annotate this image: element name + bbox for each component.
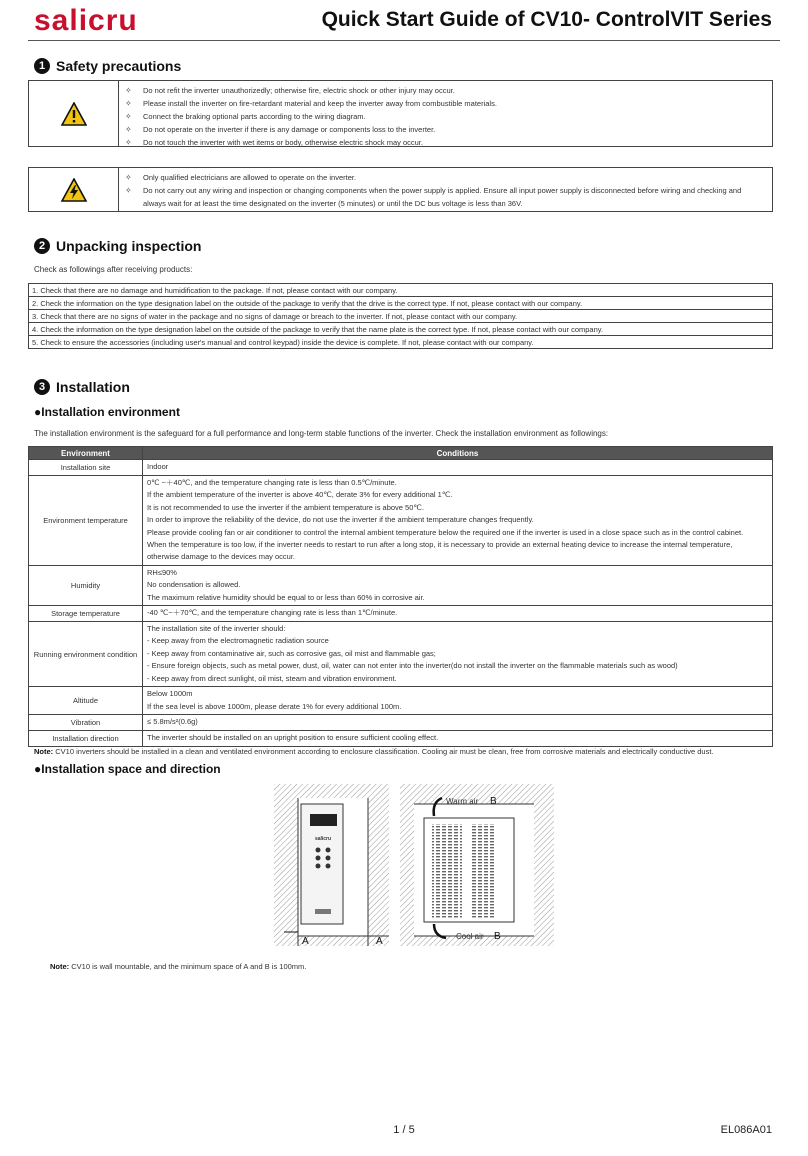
electric-list [119, 168, 772, 211]
table-row: Running environment condition The installation site of the inverter should: - Keep away from the electromagnetic radiation source - Keep away from contaminative air, such as corrosive gas, oil mist and flammable gas; - Ensure foreign objects, such as metal power, dust, oil, water can not enter into the inverter(do not install the inverter on the flammable materials such as wood) - Keep away from direct sunlight, oil mist, steam and vibration environment. [29, 622, 773, 687]
inverter-brand: salicru [314, 836, 332, 842]
table-row: Environment temperature 0℃ ~＋40℃, and the temperature changing rate is less than 0.5℃/minute. If the ambient temperature of the inverter is above 40℃, derate 3% for every additional 1℃. It is not recommended to use the inverter if the ambient temperature is above 50℃. In order to improve the reliability of the device, do not use the inverter if the ambient temperature changes frequently. Please provide cooling fan or air conditioner to control the internal ambient temperature below the required one if the inverter is used in a close space such as in the control cabinet. When the temperature is too low, if the inverter needs to restart to run after a long stop, it is necessary to provide an external heating device to increase the internal temperature, otherwise damage to the devices may occur. [29, 476, 773, 566]
list-item: ✧ Connect the braking optional parts according to the wiring diagram. [125, 112, 366, 121]
table-header-row [29, 447, 773, 460]
document-title: Quick Start Guide of CV10- ControlVIT Series [321, 8, 772, 31]
section-unpacking-title [34, 238, 201, 254]
table-row: Vibration ≤ 5.8m/s²(0.6g) [29, 714, 773, 730]
column-header: Conditions [143, 447, 773, 460]
section-number-badge: 2 [34, 238, 50, 254]
warm-air-label: Warm air [446, 797, 479, 806]
clearance-a-label: A [376, 936, 383, 946]
list-item: ✧ Only qualified electricians are allowed to operate on the inverter. [125, 173, 357, 182]
clearance-b-label: B [494, 931, 501, 942]
list-item: ✧ Do not touch the inverter with wet items or body, otherwise electric shock may occur. [125, 138, 423, 147]
table-row: 2. Check the information on the type designation label on the outside of the package to verify that the drive is the correct type. If not, please contact with our company. [29, 297, 773, 310]
diamond-bullet-icon: ✧ [125, 138, 132, 147]
installation-space-diagram [274, 784, 554, 946]
high-voltage-icon [61, 178, 87, 202]
diamond-bullet-icon: ✧ [125, 99, 132, 108]
table-row: Humidity RH≤90% No condensation is allowed. The maximum relative humidity should be equal to or less than 60% in corrosive air. [29, 565, 773, 605]
inverter-display [310, 814, 337, 826]
list-item: ✧ Do not refit the inverter unauthorizedly; otherwise fire, electric shock or other injury may occur. [125, 86, 455, 95]
section-installation-label: Installation [56, 379, 130, 395]
clearance-a-label: A [302, 936, 309, 946]
space-note: Note: CV10 is wall mountable, and the minimum space of A and B is 100mm. [50, 962, 307, 971]
safety-list [119, 81, 772, 146]
diamond-bullet-icon: ✧ [125, 112, 132, 121]
clearance-b-label: B [490, 796, 497, 807]
section-number-badge: 3 [34, 379, 50, 395]
list-item: ✧ Do not carry out any wiring and inspection or changing components when the power supply is applied. Ensure all input power supply is disconnected before wiring and checking and [125, 186, 742, 195]
environment-note: Note: CV10 inverters should be installed in a clean and ventilated environment according to enclosure classification. Cooling air must be clean, free from corrosive materials and electrically conductive dust. [34, 747, 714, 756]
diamond-bullet-icon: ✧ [125, 186, 132, 195]
diamond-bullet-icon: ✧ [125, 125, 132, 134]
column-header: Environment [29, 447, 143, 460]
installation-environment-subtitle: ●Installation environment [34, 405, 180, 419]
environment-intro: The installation environment is the safeguard for a full performance and long-term stable functions of the inverter. Check the installation environment as followings: [34, 429, 609, 438]
section-unpacking-label: Unpacking inspection [56, 238, 202, 254]
brand-logo: salicru [34, 4, 138, 37]
installation-space-subtitle: ●Installation space and direction [34, 762, 221, 776]
page-number: 1 / 5 [393, 1124, 415, 1136]
table-row: 5. Check to ensure the accessories (including user's manual and control keypad) inside the device is complete. If not, please contact with our company. [29, 336, 773, 349]
header-divider [28, 40, 780, 41]
table-row: Storage temperature -40 ℃~＋70℃, and the temperature changing rate is less than 1℃/minute. [29, 606, 773, 622]
diamond-bullet-icon: ✧ [125, 86, 132, 95]
cool-air-label: Cool air [456, 932, 484, 941]
diamond-bullet-icon: ✧ [125, 173, 132, 182]
table-row: 3. Check that there are no signs of water in the package and no signs of damage or breach to the inverter. If not, please contact with our company. [29, 310, 773, 323]
unpacking-intro: Check as followings after receiving products: [34, 265, 193, 274]
document-code: EL086A01 [720, 1124, 772, 1136]
table-row: 4. Check the information on the type designation label on the outside of the package to verify that the name plate is the correct type. If not, please contact with our company. [29, 323, 773, 336]
electric-warning-box [28, 167, 773, 212]
table-row: 1. Check that there are no damage and humidification to the package. If not, please contact with our company. [29, 284, 773, 297]
list-item: ✧ Please install the inverter on fire-retardant material and keep the inverter away from combustible materials. [125, 99, 497, 108]
environment-table [28, 446, 773, 747]
list-item: ✧ Do not operate on the inverter if there is any damage or components loss to the inverter. [125, 125, 436, 134]
section-number-badge: 1 [34, 58, 50, 74]
table-row: Installation site Indoor [29, 460, 773, 476]
safety-warning-box [28, 80, 773, 147]
list-item: always wait for at least the time designated on the inverter (5 minutes) or until the DC bus voltage is less than 36V. [143, 199, 523, 208]
warning-exclamation-icon [61, 102, 87, 126]
section-safety-label: Safety precautions [56, 58, 182, 74]
table-row: Altitude Below 1000m If the sea level is above 1000m, please derate 1% for every additional 100m. [29, 687, 773, 715]
unpacking-checklist [28, 283, 773, 349]
section-safety-title [34, 58, 181, 74]
section-installation-title [34, 379, 130, 395]
table-row: Installation direction The inverter should be installed on an upright position to ensure sufficient cooling effect. [29, 730, 773, 746]
